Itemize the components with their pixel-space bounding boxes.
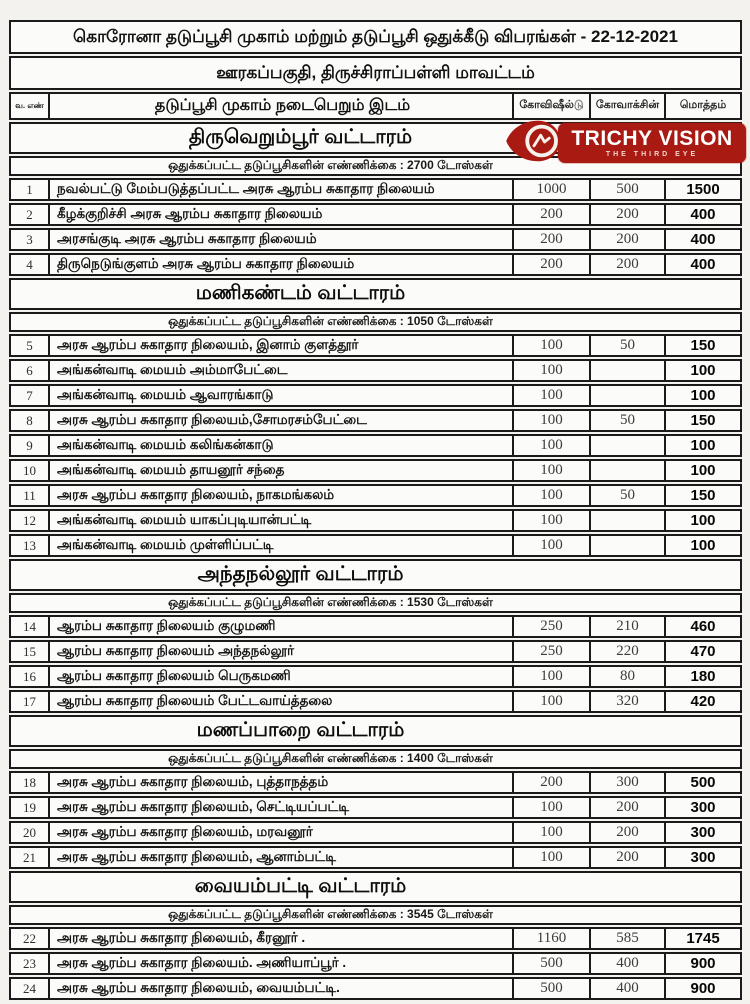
- covaxin-cell: [589, 386, 664, 405]
- covishield-cell: 1160: [512, 929, 589, 948]
- table-row: [9, 484, 742, 507]
- covishield-cell: 200: [512, 230, 589, 249]
- covaxin-cell: 220: [589, 642, 664, 661]
- section-allocation-row: [9, 749, 742, 769]
- table-row: [9, 846, 742, 869]
- covishield-cell: 250: [512, 617, 589, 636]
- serial-cell: 17: [23, 693, 36, 709]
- section-allocation: ஒதுக்கப்பட்ட தடுப்பூசிகளின் எண்ணிக்கை : 3545 டோஸ்கள்: [168, 907, 493, 921]
- total-cell: 900: [664, 954, 740, 973]
- table-row: [9, 178, 742, 201]
- section-title-row: [9, 278, 742, 310]
- eye-icon: [504, 118, 562, 169]
- covaxin-cell: 400: [589, 979, 664, 998]
- covaxin-cell: 200: [589, 255, 664, 274]
- covaxin-cell: [589, 436, 664, 455]
- serial-cell: 11: [23, 487, 36, 503]
- total-cell: 400: [664, 255, 740, 274]
- location-cell: அரசு ஆரம்ப சுகாதார நிலையம், புத்தாநத்தம்: [48, 773, 512, 792]
- table-row: [9, 821, 742, 844]
- covishield-cell: 200: [512, 255, 589, 274]
- document-title: கொரோனா தடுப்பூசி முகாம் மற்றும் தடுப்பூசி ஒதுக்கீடு விபரங்கள் - 22-12-2021: [73, 27, 678, 46]
- total-cell: 100: [664, 511, 740, 530]
- total-cell: 100: [664, 461, 740, 480]
- total-cell: 420: [664, 692, 740, 711]
- covishield-cell: 100: [512, 386, 589, 405]
- table-row: [9, 228, 742, 251]
- serial-cell: 18: [23, 774, 36, 790]
- covaxin-cell: 500: [589, 180, 664, 199]
- covaxin-cell: 80: [589, 667, 664, 686]
- location-cell: அங்கன்வாடி மையம் தாயனூர் சந்தை: [48, 461, 512, 480]
- covaxin-cell: 200: [589, 798, 664, 817]
- location-cell: அரசு ஆரம்ப சுகாதார நிலையம், வையம்பட்டி.: [48, 979, 512, 998]
- covaxin-cell: 200: [589, 848, 664, 867]
- table-row: [9, 384, 742, 407]
- total-cell: 470: [664, 642, 740, 661]
- total-cell: 1745: [664, 929, 740, 948]
- covishield-cell: 500: [512, 979, 589, 998]
- covishield-cell: 100: [512, 336, 589, 355]
- serial-cell: 13: [23, 537, 36, 553]
- location-cell: அங்கன்வாடி மையம் யாகப்புடியான்பட்டி: [48, 511, 512, 530]
- covaxin-cell: 200: [589, 230, 664, 249]
- logo-tagline: THE THIRD EYE: [605, 150, 699, 158]
- table-row: [9, 640, 742, 663]
- total-cell: 460: [664, 617, 740, 636]
- total-cell: 900: [664, 979, 740, 998]
- table-row: [9, 509, 742, 532]
- section-title-row: [9, 715, 742, 747]
- location-cell: கீழக்குறிச்சி அரசு ஆரம்ப சுகாதார நிலையம்: [48, 205, 512, 224]
- covishield-cell: 250: [512, 642, 589, 661]
- covishield-cell: 100: [512, 848, 589, 867]
- section-allocation-row: [9, 312, 742, 332]
- document-subtitle: ஊரகப்பகுதி, திருச்சிராப்பள்ளி மாவட்டம்: [216, 63, 535, 82]
- total-cell: 1500: [664, 180, 740, 199]
- column-header-covaxin: கோவாக்சின்: [589, 94, 664, 118]
- section-title: திருவெறும்பூர் வட்டாரம்: [188, 125, 413, 148]
- section-title-row: [9, 871, 742, 903]
- section-title: அந்தநல்லூர் வட்டாரம்: [197, 562, 404, 585]
- serial-cell: 12: [23, 512, 36, 528]
- covishield-cell: 100: [512, 361, 589, 380]
- total-cell: 100: [664, 536, 740, 555]
- total-cell: 300: [664, 798, 740, 817]
- location-cell: அங்கன்வாடி மையம் முள்ளிப்பட்டி: [48, 536, 512, 555]
- table-row: [9, 534, 742, 557]
- covaxin-cell: 50: [589, 411, 664, 430]
- trichy-vision-logo: [504, 120, 746, 166]
- covaxin-cell: 400: [589, 954, 664, 973]
- table-row: [9, 690, 742, 713]
- section-title: மணப்பாறை வட்டாரம்: [196, 718, 405, 741]
- section-allocation: ஒதுக்கப்பட்ட தடுப்பூசிகளின் எண்ணிக்கை : 1050 டோஸ்கள்: [168, 314, 493, 328]
- total-cell: 500: [664, 773, 740, 792]
- section-allocation-row: [9, 593, 742, 613]
- total-cell: 150: [664, 486, 740, 505]
- covishield-cell: 100: [512, 798, 589, 817]
- section-allocation: ஒதுக்கப்பட்ட தடுப்பூசிகளின் எண்ணிக்கை : 1530 டோஸ்கள்: [168, 595, 493, 609]
- covishield-cell: 100: [512, 536, 589, 555]
- table-row: [9, 796, 742, 819]
- total-cell: 150: [664, 336, 740, 355]
- location-cell: அரசு ஆரம்ப சுகாதார நிலையம், செட்டியப்பட்டி: [48, 798, 512, 817]
- serial-cell: 20: [23, 824, 36, 840]
- serial-cell: 14: [23, 618, 36, 634]
- table-row: [9, 952, 742, 975]
- location-cell: ஆரம்ப சுகாதார நிலையம் பேட்டவாய்த்தலை: [48, 692, 512, 711]
- table-row: [9, 253, 742, 276]
- covishield-cell: 100: [512, 436, 589, 455]
- table-row: [9, 927, 742, 950]
- serial-cell: 16: [23, 668, 36, 684]
- location-cell: அரசு ஆரம்ப சுகாதார நிலையம், நாகமங்கலம்: [48, 486, 512, 505]
- section-title: மணிகண்டம் வட்டாரம்: [195, 281, 406, 304]
- total-cell: 300: [664, 823, 740, 842]
- section-allocation-row: [9, 905, 742, 925]
- covishield-cell: 500: [512, 954, 589, 973]
- section-title: வையம்பட்டி வட்டாரம்: [194, 874, 407, 897]
- location-cell: ஆரம்ப சுகாதார நிலையம் அந்தநல்லூர்: [48, 642, 512, 661]
- location-cell: அங்கன்வாடி மையம் கலிங்கன்காடு: [48, 436, 512, 455]
- location-cell: அரசங்குடி அரசு ஆரம்ப சுகாதார நிலையம்: [48, 230, 512, 249]
- serial-cell: 9: [26, 437, 33, 453]
- covaxin-cell: [589, 511, 664, 530]
- column-header-location: தடுப்பூசி முகாம் நடைபெறும் இடம்: [48, 94, 512, 118]
- location-cell: அங்கன்வாடி மையம் ஆவாரங்காடு: [48, 386, 512, 405]
- serial-cell: 1: [26, 181, 33, 197]
- location-cell: நவல்பட்டு மேம்படுத்தப்பட்ட அரசு ஆரம்ப சுகாதார நிலையம்: [48, 180, 512, 199]
- column-header-total: மொத்தம்: [664, 94, 740, 118]
- table-row: [9, 434, 742, 457]
- covaxin-cell: [589, 536, 664, 555]
- sections-container: [9, 122, 742, 1000]
- serial-cell: 8: [26, 412, 33, 428]
- logo-name: TRICHY VISION: [571, 126, 733, 150]
- serial-cell: 10: [23, 462, 36, 478]
- location-cell: திருநெடுங்குளம் அரசு ஆரம்ப சுகாதார நிலையம்: [48, 255, 512, 274]
- table-header-row: [9, 92, 742, 120]
- total-cell: 300: [664, 848, 740, 867]
- covishield-cell: 100: [512, 461, 589, 480]
- covishield-cell: 100: [512, 511, 589, 530]
- logo-banner: [558, 123, 746, 163]
- serial-cell: 15: [23, 643, 36, 659]
- covishield-cell: 100: [512, 486, 589, 505]
- serial-cell: 4: [26, 256, 33, 272]
- serial-cell: 5: [26, 337, 33, 353]
- document-subtitle-row: [9, 56, 742, 90]
- total-cell: 150: [664, 411, 740, 430]
- covaxin-cell: [589, 361, 664, 380]
- covaxin-cell: 50: [589, 486, 664, 505]
- table-row: [9, 359, 742, 382]
- covishield-cell: 1000: [512, 180, 589, 199]
- table-row: [9, 665, 742, 688]
- serial-cell: 7: [26, 387, 33, 403]
- section-allocation: ஒதுக்கப்பட்ட தடுப்பூசிகளின் எண்ணிக்கை : 2700 டோஸ்கள்: [168, 158, 493, 172]
- serial-cell: 3: [26, 231, 33, 247]
- covaxin-cell: [589, 461, 664, 480]
- covaxin-cell: 200: [589, 205, 664, 224]
- table-row: [9, 615, 742, 638]
- document-title-row: [9, 20, 742, 54]
- table-row: [9, 409, 742, 432]
- serial-cell: 22: [23, 930, 36, 946]
- covaxin-cell: 300: [589, 773, 664, 792]
- table-row: [9, 977, 742, 1000]
- covishield-cell: 100: [512, 667, 589, 686]
- total-cell: 100: [664, 436, 740, 455]
- section-allocation: ஒதுக்கப்பட்ட தடுப்பூசிகளின் எண்ணிக்கை : 1400 டோஸ்கள்: [168, 751, 493, 765]
- covaxin-cell: 210: [589, 617, 664, 636]
- location-cell: ஆரம்ப சுகாதார நிலையம் பெருகமணி: [48, 667, 512, 686]
- covaxin-cell: 585: [589, 929, 664, 948]
- location-cell: ஆரம்ப சுகாதார நிலையம் குழுமணி: [48, 617, 512, 636]
- covishield-cell: 200: [512, 773, 589, 792]
- column-header-covishield: கோவிஷீல்டு: [512, 94, 589, 118]
- serial-cell: 23: [23, 955, 36, 971]
- serial-cell: 24: [23, 980, 36, 996]
- table-row: [9, 771, 742, 794]
- location-cell: அரசு ஆரம்ப சுகாதார நிலையம், இனாம் குளத்தூர்: [48, 336, 512, 355]
- total-cell: 400: [664, 205, 740, 224]
- serial-cell: 6: [26, 362, 33, 378]
- covaxin-cell: 320: [589, 692, 664, 711]
- covishield-cell: 100: [512, 823, 589, 842]
- location-cell: அரசு ஆரம்ப சுகாதார நிலையம்,சோமரசம்பேட்டை: [48, 411, 512, 430]
- section-title-row: [9, 559, 742, 591]
- total-cell: 400: [664, 230, 740, 249]
- serial-cell: 19: [23, 799, 36, 815]
- table-row: [9, 459, 742, 482]
- covaxin-cell: 200: [589, 823, 664, 842]
- location-cell: அரசு ஆரம்ப சுகாதார நிலையம், கீரனூர் .: [48, 929, 512, 948]
- covaxin-cell: 50: [589, 336, 664, 355]
- total-cell: 100: [664, 361, 740, 380]
- covishield-cell: 100: [512, 692, 589, 711]
- covishield-cell: 100: [512, 411, 589, 430]
- covishield-cell: 200: [512, 205, 589, 224]
- location-cell: அரசு ஆரம்ப சுகாதார நிலையம், ஆனாம்பட்டி: [48, 848, 512, 867]
- column-header-serial: வ. எண்: [15, 101, 44, 110]
- location-cell: அங்கன்வாடி மையம் அம்மாபேட்டை: [48, 361, 512, 380]
- total-cell: 100: [664, 386, 740, 405]
- serial-cell: 21: [23, 849, 36, 865]
- table-row: [9, 334, 742, 357]
- total-cell: 180: [664, 667, 740, 686]
- serial-cell: 2: [26, 206, 33, 222]
- location-cell: அரசு ஆரம்ப சுகாதார நிலையம், மரவனூர்: [48, 823, 512, 842]
- location-cell: அரசு ஆரம்ப சுகாதார நிலையம். அணியாப்பூர் .: [48, 954, 512, 973]
- table-row: [9, 203, 742, 226]
